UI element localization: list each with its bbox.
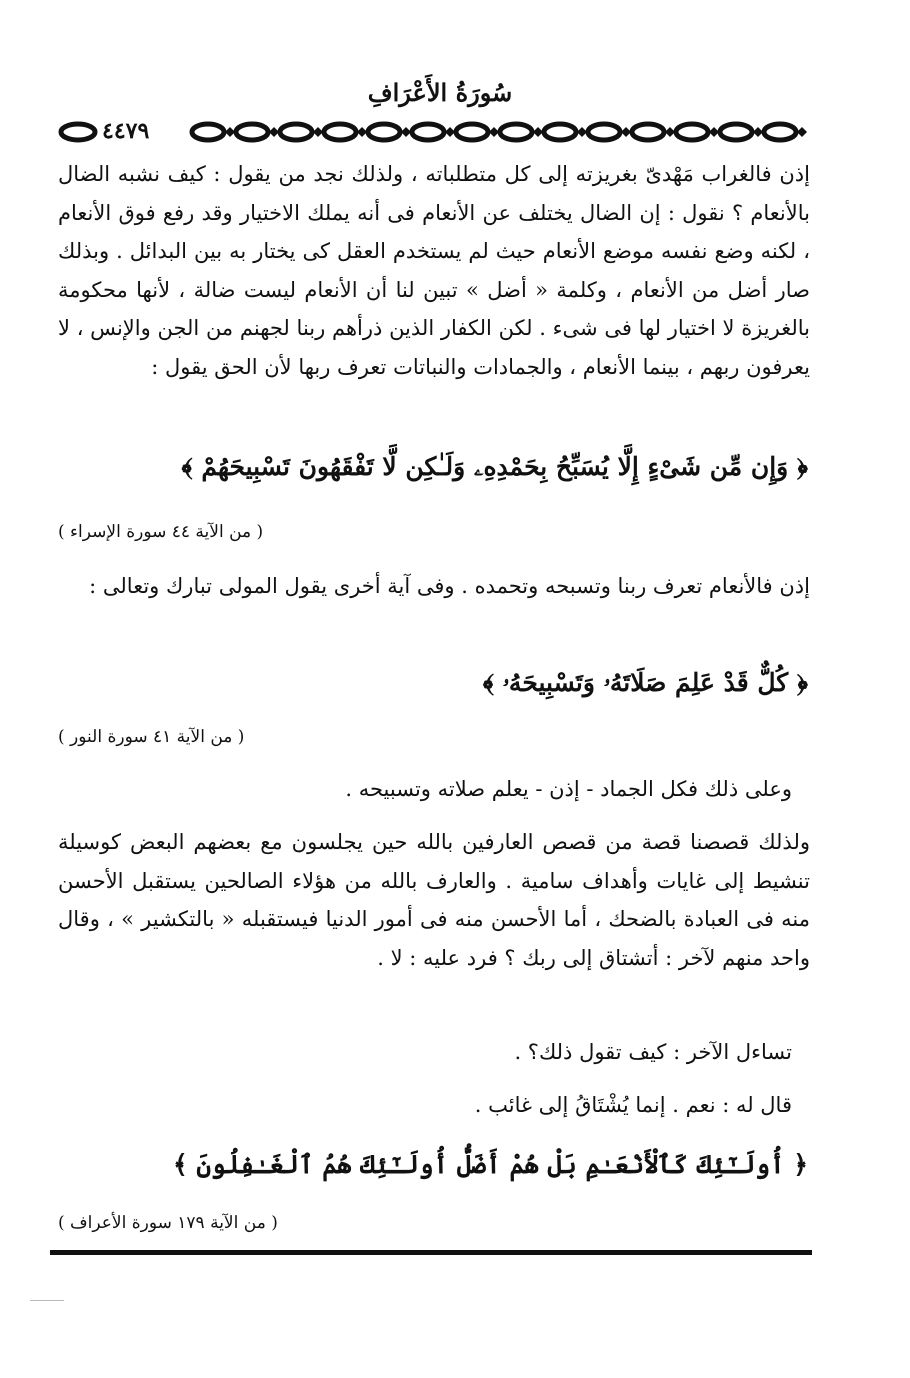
verse-nur-41: ﴿ كُلٌّ قَدْ عَلِمَ صَلَاتَهُۥ وَتَسْبِيحَهُۥ ﴾: [482, 668, 808, 697]
ornament-link: [500, 124, 532, 140]
ornament-link: [324, 124, 356, 140]
ornament-diamond: [665, 127, 675, 137]
surah-title: سُورَةُ الأَعْرَافِ: [367, 78, 513, 107]
ornament-link: [676, 124, 708, 140]
ornament-border: [58, 118, 810, 146]
line-jamad: وعلى ذلك فكل الجماد - إذن - يعلم صلاته وتسبيحه .: [345, 777, 792, 801]
ornament-link: [588, 124, 620, 140]
ornament-link: [456, 124, 488, 140]
reference-nur-41: ( من الآية ٤١ سورة النور ): [58, 727, 245, 747]
ornament-link: [720, 124, 752, 140]
footer-rule: [50, 1250, 812, 1255]
margin-mark: [30, 1300, 64, 1301]
ornament-link: [632, 124, 664, 140]
verse-araf-179: ﴿ أُولَـٰٓئِكَ كَٱلْأَنْعَـٰمِ بَلْ هُمْ أَضَلُّ أُولَـٰٓئِكَ هُمُ ٱلْغَـٰفِلُونَ ﴾: [173, 1150, 808, 1179]
verse-isra-44: ﴿ وَإِن مِّن شَىْءٍ إِلَّا يُسَبِّحُ بِحَمْدِهِۦ وَلَـٰكِن لَّا تَفْقَهُونَ تَسْبِيحَهُمْ ﴾: [181, 452, 808, 481]
ornament-link: [280, 124, 312, 140]
line-question: تساءل الآخر : كيف تقول ذلك؟ .: [514, 1040, 792, 1064]
ornament-diamond: [753, 127, 763, 137]
ornament-diamond: [797, 127, 807, 137]
ornament-diamond: [709, 127, 719, 137]
page-number: ٤٤٧٩: [98, 116, 153, 146]
ornament-diamond: [225, 127, 235, 137]
ornament-diamond: [577, 127, 587, 137]
ornament-diamond: [533, 127, 543, 137]
ornament-diamond: [489, 127, 499, 137]
ornament-diamond: [269, 127, 279, 137]
reference-araf-179: ( من الآية ١٧٩ سورة الأعراف ): [58, 1213, 278, 1233]
reference-isra-44: ( من الآية ٤٤ سورة الإسراء ): [58, 522, 264, 542]
ornament-link: [236, 124, 268, 140]
ornament-diamond: [401, 127, 411, 137]
paragraph-3: ولذلك قصصنا قصة من قصص العارفين بالله حين يجلسون مع بعضهم البعض كوسيلة تنشيط إلى غايات وأهداف سامية . والعارف بالله من هؤلاء الصالحين يستقبل الأحسن منه فى العبادة بالضحك ، أما الأحسن منه فى أمور الدنيا فيستقبله « بالتكشير » ، وقال واحد منهم لآخر : أتشتاق إلى ربك ؟ فرد عليه : لا .: [58, 830, 810, 970]
ornament-diamond: [313, 127, 323, 137]
ornament-link: [192, 124, 224, 140]
paragraph-1: إذن فالغراب مَهْدىّ بغريزته إلى كل متطلباته ، ولذلك نجد من يقول : كيف نشبه الضال بالأنعام ؟ نقول : إن الضال يختلف عن الأنعام فى أنه يملك الاختيار وقد رفع فوق الأنعام ، لكنه وضع نفسه موضع الأنعام حيث لم يستخدم العقل كى يختار به بين البدائل . وبذلك صار أضل من الأنعام ، وكلمة « أضل » تبين لنا أن الأنعام ليست ضالة ، لأنها محكومة بالغريزة لا اختيار لها فى شىء . لكن الكفار الذين ذرأهم ربنا لجهنم من الجن والإنس ، لا يعرفون ربهم ، بينما الأنعام ، والجمادات والنباتات تعرف ربها لأن الحق يقول :: [58, 162, 810, 379]
ornament-link: [544, 124, 576, 140]
paragraph-2: إذن فالأنعام تعرف ربنا وتسبحه وتحمده . وفى آية أخرى يقول المولى تبارك وتعالى :: [89, 574, 810, 598]
ornament-diamond: [445, 127, 455, 137]
ornament-link: [368, 124, 400, 140]
ornament-link: [412, 124, 444, 140]
ornament-link: [764, 124, 796, 140]
ornament-diamond: [621, 127, 631, 137]
ornament-diamond: [357, 127, 367, 137]
line-answer: قال له : نعم . إنما يُشْتَاقُ إلى غائب .: [474, 1093, 792, 1117]
